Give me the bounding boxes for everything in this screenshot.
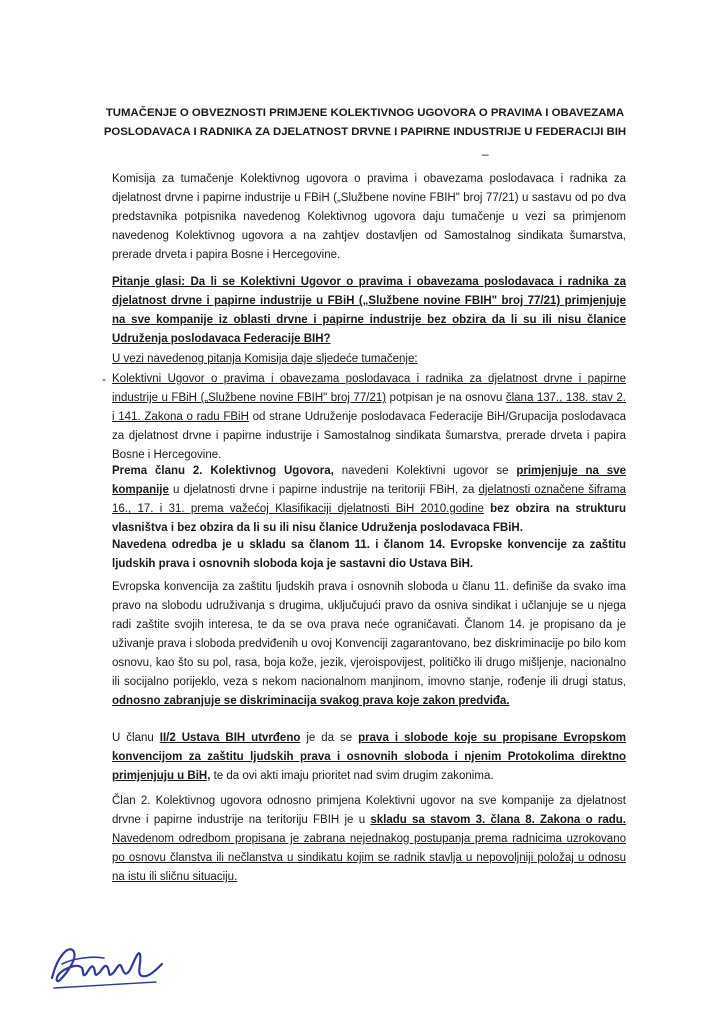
answer-intro: U vezi navedenog pitanja Komisija daje sljedeće tumačenje: [112,353,418,365]
text-span: skladu sa stavom 3. člana 8. Zakona o radu. [370,814,626,826]
text-span: Član 2. Kolektivnog ugovora odnosno primjena Kolektivni ugovor na sve kompanije za djelatnost drvne i papirne industrije na teritoriju FBIH je u [112,795,626,826]
question-paragraph: Pitanje glasi: Da li se Kolektivni Ugovor o pravima i obavezama poslodavaca i radnika za djelatnost drvne i papirne industrije u FBiH („Službene novine FBIH" broj 77/21) primjenjuje na sve kompanije iz oblasti drvne i papirne industrije bez obzira da li su ili nisu članice Udruženja poslodavaca Federacije BIH? [112,276,626,345]
paragraph-constitution [112,729,626,786]
document-title: TUMAČENJE O OBVEZNOSTI PRIMJENE KOLEKTIVNOG UGOVORA O PRAVIMA I OBAVEZAMA POSLODAVACA I RADNIKA ZA DJELATNOST DRVNE I PAPIRNE INDUSTRIJE U FEDERACIJI BIH [103,107,627,138]
pen-mark: – [482,147,489,161]
law-articles-reference: člana 137., 138. stav 2. i 141. Zakona o radu FBiH [112,392,626,423]
paragraph-labour-law [112,792,626,887]
text-span: je da se [300,732,359,744]
text-span: odnosno zabranjuje se diskriminacija svakog prava koje zakon predviđa. [112,695,510,707]
paragraph-article-2 [112,462,626,538]
text-span: bez obzira na strukturu vlasništva i bez obzira da li su ili nisu članice Udruženja poslodavaca FBiH. [112,503,626,534]
text-span: Prema članu 2. Kolektivnog Ugovora, [112,465,334,477]
text-span: od strane Udruženje poslodavaca Federacije BiH/Grupacija poslodavaca za djelatnost drvne i papirne industrije i Samostalnog sindikata šumarstva, prerade drveta i papira Bosne i Hercegovine. [112,411,626,461]
text-span: djelatnosti označene šiframa 16., 17. i 31. prema važećoj Klasifikaciji djelatnosti BiH 2010.godine [112,484,626,515]
text-span: primjenjuje na sve kompanije [112,465,626,496]
text-span: Evropska konvencija za zaštitu ljudskih prava i osnovnih sloboda u članu 11. definiše da svako ima pravo na slobodu udruživanja s drugima, uključujući pravo da osniva sindikat i učlanjuje se u njega radi zaštite svojih interesa, te da se ova prava neće ograničavati. Članom 14. je propisano da je uživanje prava i sloboda predviđenih u ovoj Konvenciji zagarantovano, bez diskriminacije po bilo kom osnovu, kao što su pol, rasa, boja kože, jezik, vjeroispovijest, političko ili drugo mišljenje, nacionalno ili socijalno porijeklo, veza s nekom nacionalnom manjinom, imovno stanje, rođenje ili drugi status, [112,581,626,688]
text-span: U članu [112,732,160,744]
paragraph-convention-articles [112,578,626,711]
handwritten-signature [44,934,174,994]
text-span: te da ovi akti imaju prioritet nad svim drugim zakonima. [210,770,494,782]
text-span: u djelatnosti drvne i papirne industrije na teritoriji FBiH, za [168,484,479,496]
bullet-dash: - [102,372,106,386]
text-span: navedeni Kolektivni ugovor se [333,465,517,477]
paragraph-convention-compliance: Navedena odredba je u skladu sa članom 11. i članom 14. Evropske konvencije za zaštitu ljudskih prava i osnovnih sloboda koja je sastavni dio Ustava BiH. [112,539,626,570]
intro-paragraph: Komisija za tumačenje Kolektivnog ugovora o pravima i obavezama poslodavaca i radnika za djelatnost drvne i papirne industrije u FBiH („Službene novine FBIH" broj 77/21) u sastavu od po dva predstavnika potpisnika navedenog Kolektivnog ugovora daju tumačenje u vezi sa primjenom navedenog Kolektivnog ugovora a na zahtjev dostavljen od Samostalnog sindikata šumarstva, prerade drveta i papira Bosne i Hercegovine. [112,173,626,261]
text-span: prava i slobode koje su propisane Evropskom konvencijom za zaštitu ljudskih prava i osnovnih sloboda i njenim Protokolima direktno primjenjuju u BiH, [112,732,626,782]
text-span: Navedenom odredbom propisana je zabrana nejednakog postupanja prema radnicima uzrokovano po osnovu članstva ili nečlanstva u sindikatu kojim se radnik stavlja u nepovoljniji položaj u odnosu na istu ili sličnu situaciju. [112,833,626,883]
agreement-reference: Kolektivni Ugovor o pravima i obavezama poslodavaca i radnika za djelatnost drvne i papirne industrije u FBiH („Službene novine FBIH" broj 77/21) [112,373,626,404]
text-span: potpisan je na osnovu [386,392,506,404]
text-span: II/2 Ustava BIH utvrđeno [159,732,301,744]
paragraph-legal-basis [112,370,626,465]
